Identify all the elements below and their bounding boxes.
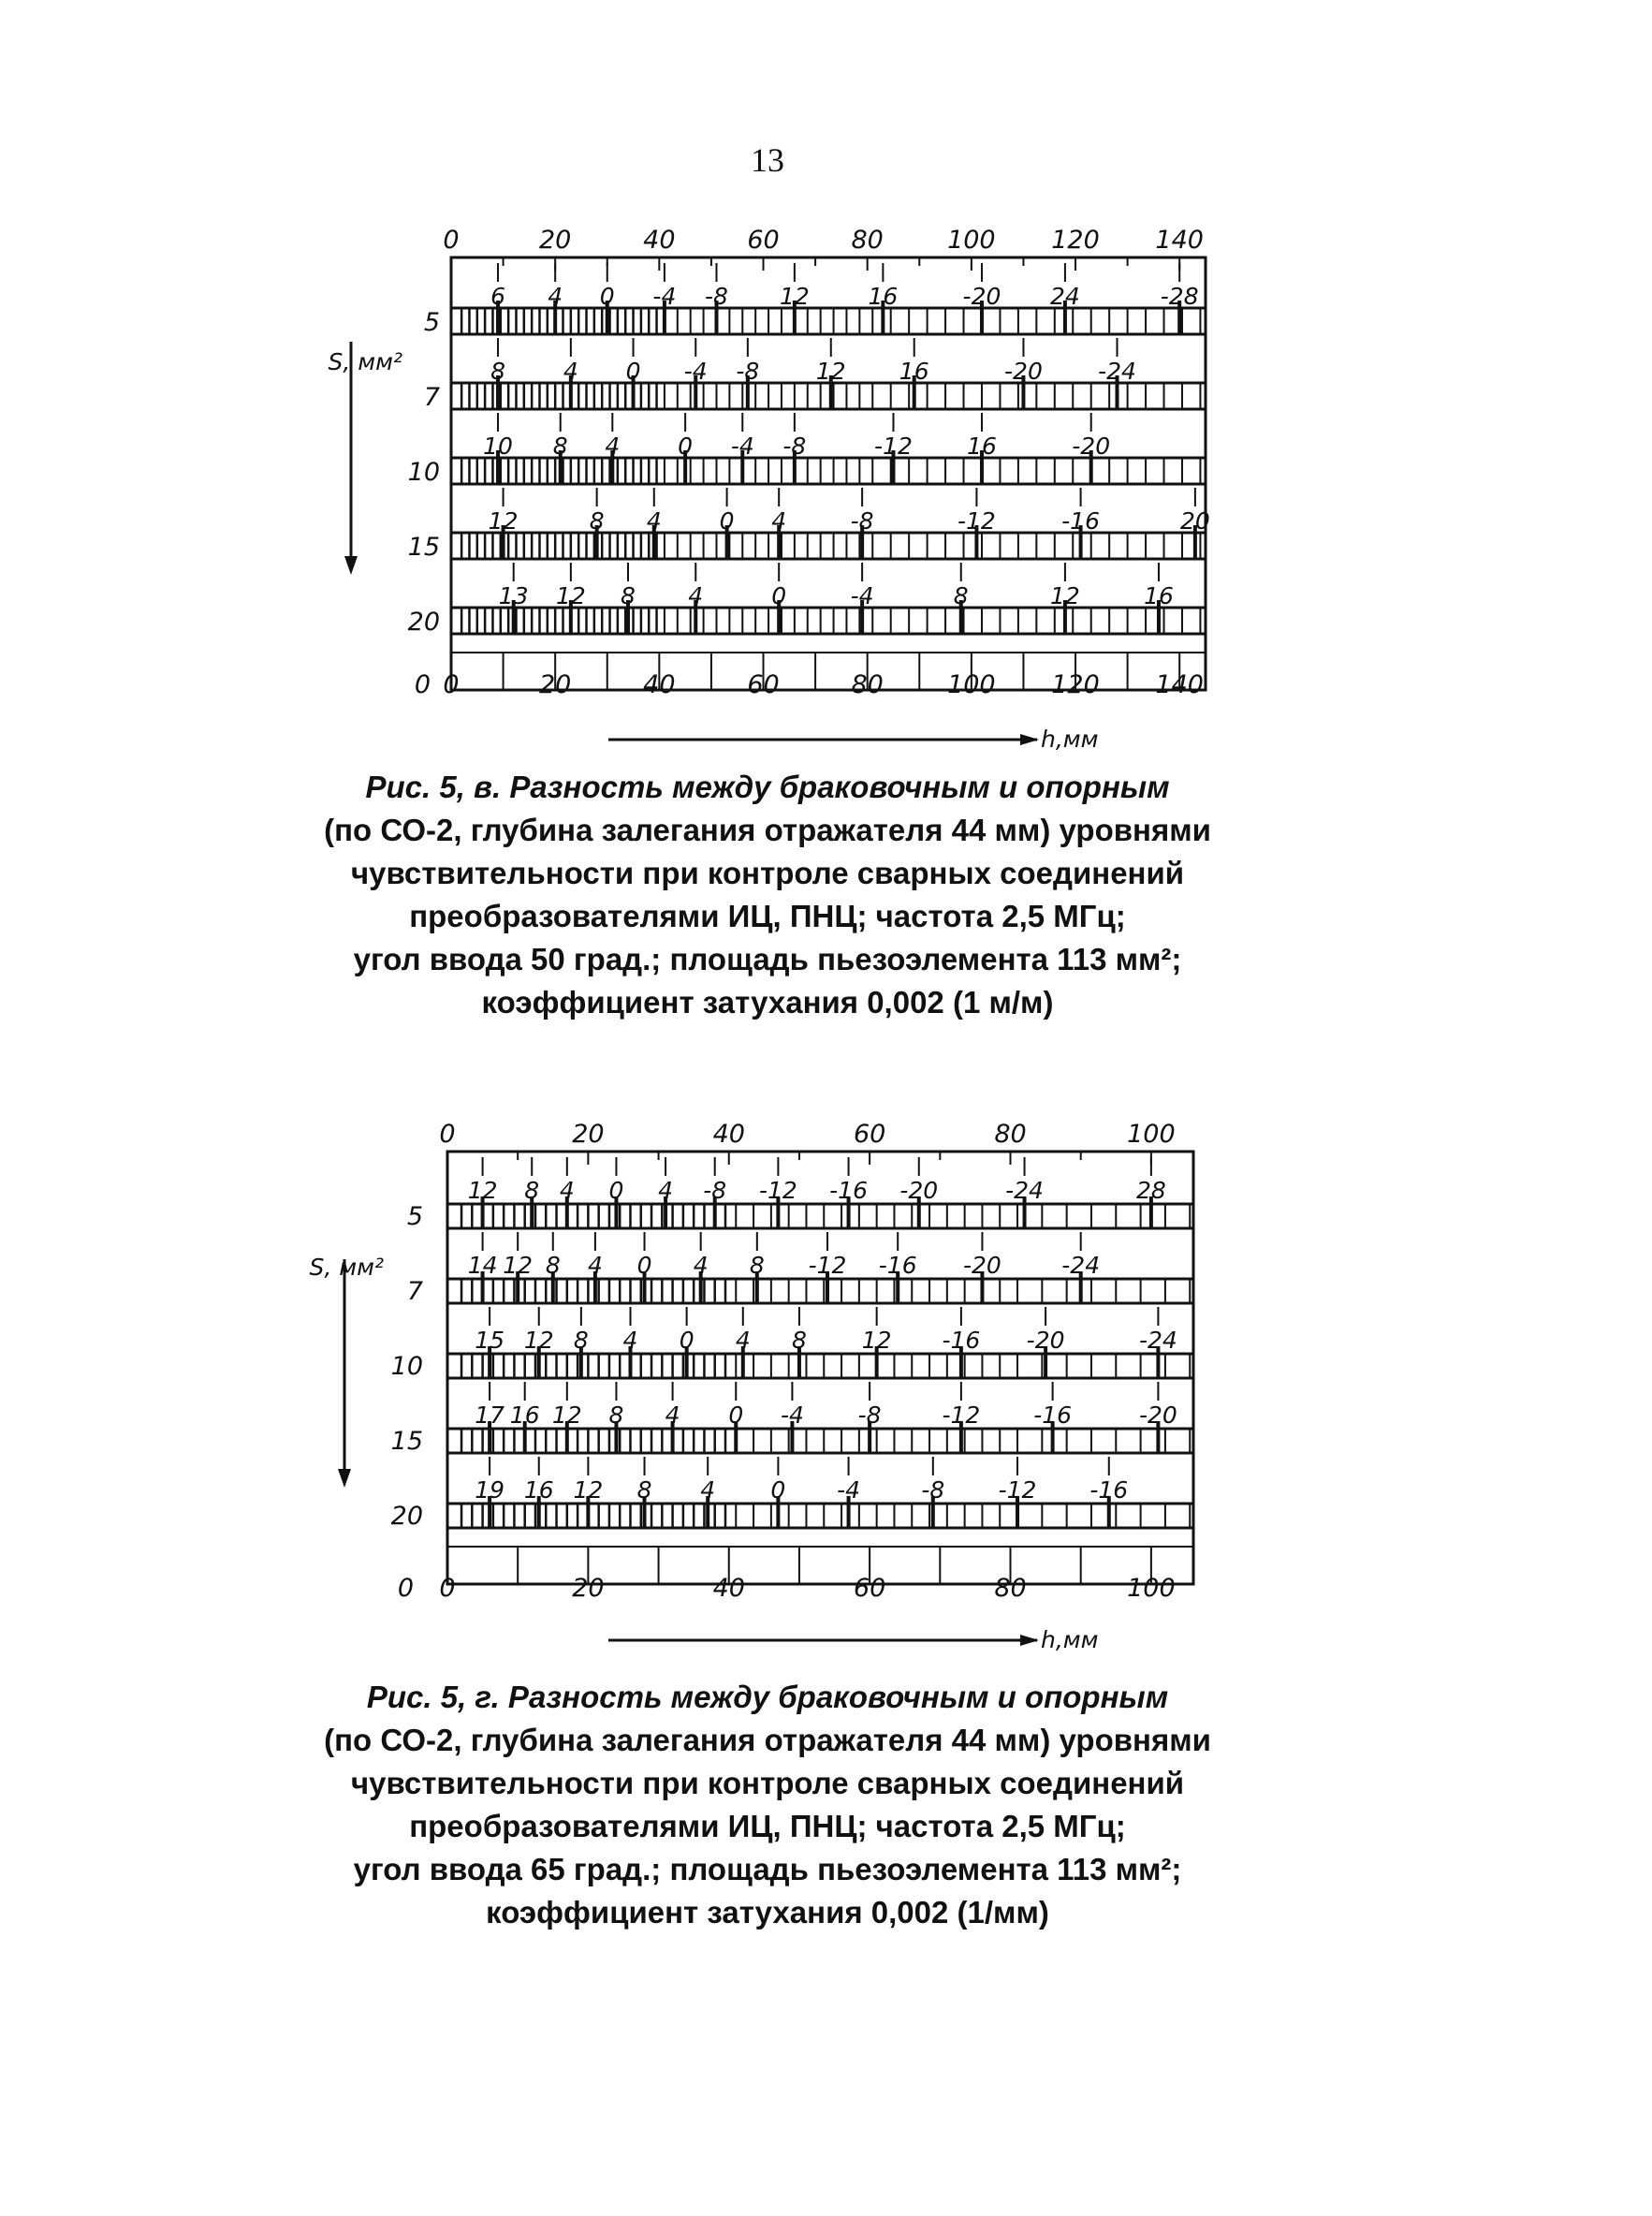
- bottom-axis-tick-label: 40: [712, 1574, 745, 1603]
- scale-value-label: 8: [636, 1476, 652, 1504]
- nomogram-frame: [447, 1152, 1193, 1584]
- scale-value-label: 0: [770, 1476, 786, 1504]
- scale-value-label: 16: [1144, 582, 1174, 609]
- scale-band: [451, 308, 1206, 334]
- scale-value-label: 0: [719, 507, 735, 535]
- nomogram-5g-svg: [0, 1109, 1652, 1652]
- y-axis-arrow-head: [338, 1469, 351, 1488]
- caption-line: коэффициент затухания 0,002 (1 м/м): [481, 985, 1054, 1020]
- scale-value-label: 13: [498, 582, 529, 609]
- scale-value-label: -4: [652, 283, 677, 310]
- caption-line: угол ввода 50 град.; площадь пьезоэлемента 113 мм²;: [353, 942, 1182, 976]
- scale-value-label: -24: [1098, 358, 1136, 385]
- scale-value-label: 12: [467, 1177, 498, 1204]
- scale-value-label: -20: [899, 1177, 939, 1204]
- y-axis-tick-label: 20: [407, 608, 440, 637]
- y-axis-arrow-head: [344, 556, 358, 575]
- caption-line: коэффициент затухания 0,002 (1/мм): [486, 1895, 1049, 1930]
- y-axis-label: S, мм²: [328, 348, 402, 375]
- scale-value-label: -12: [758, 1177, 797, 1204]
- scale-value-label: -16: [829, 1177, 868, 1204]
- h-axis-unit-label: h,мм: [1041, 726, 1099, 753]
- scale-value-label: -20: [1004, 358, 1043, 385]
- scale-value-label: 24: [1050, 283, 1080, 310]
- y-axis-tick-label: 20: [390, 1502, 423, 1531]
- bottom-axis-tick-label: 20: [538, 670, 572, 699]
- nomogram-fig-5g: [0, 1109, 1652, 1652]
- scale-value-label: 28: [1135, 1177, 1166, 1204]
- scale-value-label: 4: [700, 1476, 716, 1504]
- scale-value-label: 8: [791, 1327, 807, 1354]
- top-axis-tick-label: 20: [572, 1120, 605, 1149]
- scale-value-label: 4: [559, 1177, 575, 1204]
- scale-value-label: 8: [552, 433, 568, 460]
- scale-value-label: 12: [555, 582, 586, 609]
- scale-value-label: -12: [957, 507, 996, 535]
- scale-band: [451, 383, 1206, 409]
- scale-value-label: -16: [1089, 1476, 1129, 1504]
- scale-value-label: 4: [693, 1252, 709, 1279]
- scale-value-label: 17: [475, 1402, 505, 1429]
- scale-value-label: 0: [728, 1402, 744, 1429]
- scale-value-label: 16: [523, 1476, 554, 1504]
- caption-fig-5v: [0, 766, 1535, 1024]
- y-axis-tick-label: 15: [390, 1427, 423, 1456]
- nomogram-fig-5v: [0, 201, 1652, 754]
- top-axis-tick-label: 20: [538, 226, 572, 255]
- scale-value-label: 16: [899, 358, 929, 385]
- scale-value-label: -8: [703, 1177, 727, 1204]
- scale-value-label: -4: [850, 582, 874, 609]
- y-axis-tick-label: 7: [406, 1277, 423, 1306]
- scale-value-label: 0: [636, 1252, 652, 1279]
- scale-value-label: -16: [942, 1327, 981, 1354]
- scale-band: [447, 1504, 1193, 1528]
- scale-value-label: -8: [705, 283, 728, 310]
- scale-value-label: -20: [1072, 433, 1111, 460]
- y-axis-tick-label: 15: [407, 533, 440, 562]
- h-axis-arrow-head: [1020, 734, 1039, 745]
- bottom-zero-label: 0: [414, 670, 431, 699]
- scale-value-label: 16: [967, 433, 997, 460]
- top-axis-tick-label: 60: [747, 226, 780, 255]
- nomogram-5v-svg: [0, 201, 1652, 754]
- scale-value-label: 8: [524, 1177, 540, 1204]
- scale-value-label: 4: [548, 283, 563, 310]
- scale-value-label: 20: [1179, 507, 1210, 535]
- scale-value-label: -12: [874, 433, 913, 460]
- scale-value-label: -20: [1026, 1327, 1065, 1354]
- scale-value-label: -8: [850, 507, 874, 535]
- scale-value-label: -28: [1160, 283, 1199, 310]
- y-axis-label: S, мм²: [309, 1254, 384, 1281]
- y-axis-tick-label: 5: [423, 308, 440, 337]
- scale-value-label: 4: [605, 433, 621, 460]
- y-axis-tick-label: 7: [423, 383, 440, 412]
- scale-value-label: 4: [646, 507, 662, 535]
- scale-value-label: 8: [589, 507, 605, 535]
- scale-value-label: 0: [599, 283, 615, 310]
- caption-line: чувствительности при контроле сварных соединений: [350, 1766, 1185, 1800]
- bottom-zero-label: 0: [397, 1574, 414, 1603]
- scale-value-label: 12: [779, 283, 810, 310]
- caption-line: Рис. 5, г. Разность между браковочным и опорным: [366, 1680, 1169, 1714]
- scale-value-label: -12: [808, 1252, 847, 1279]
- caption-line: Рис. 5, в. Разность между браковочным и опорным: [365, 770, 1170, 804]
- caption-line: преобразователями ИЦ, ПНЦ; частота 2,5 МГц;: [409, 1809, 1126, 1843]
- scale-value-label: -24: [1061, 1252, 1101, 1279]
- top-axis-tick-label: 80: [994, 1120, 1027, 1149]
- top-axis-tick-label: 100: [947, 226, 996, 255]
- scale-value-label: 16: [868, 283, 899, 310]
- scale-value-label: -24: [1138, 1327, 1177, 1354]
- scale-value-label: -4: [683, 358, 708, 385]
- top-axis-tick-label: 0: [443, 226, 460, 255]
- scale-value-label: 8: [608, 1402, 624, 1429]
- scale-value-label: -16: [1033, 1402, 1073, 1429]
- scale-value-label: 8: [749, 1252, 765, 1279]
- scale-value-label: 0: [771, 582, 787, 609]
- scale-value-label: 8: [545, 1252, 561, 1279]
- bottom-axis-tick-label: 140: [1155, 670, 1204, 699]
- caption-line: чувствительности при контроле сварных соединений: [350, 856, 1185, 890]
- scale-value-label: -8: [921, 1476, 945, 1504]
- scale-value-label: 0: [608, 1177, 624, 1204]
- bottom-axis-tick-label: 80: [851, 670, 884, 699]
- page-number: 13: [751, 141, 784, 179]
- scale-value-label: -24: [1005, 1177, 1044, 1204]
- bottom-axis-tick-label: 60: [747, 670, 780, 699]
- bottom-axis-tick-label: 80: [994, 1574, 1027, 1603]
- scale-value-label: -4: [780, 1402, 804, 1429]
- scale-value-label: 12: [523, 1327, 554, 1354]
- bottom-axis-tick-label: 100: [947, 670, 996, 699]
- top-axis-tick-label: 140: [1155, 226, 1204, 255]
- scale-value-label: 8: [490, 358, 505, 385]
- scale-value-label: 16: [509, 1402, 540, 1429]
- top-axis-tick-label: 60: [853, 1120, 886, 1149]
- y-axis-tick-label: 10: [390, 1352, 423, 1381]
- scale-value-label: 8: [953, 582, 969, 609]
- scale-value-label: 4: [658, 1177, 674, 1204]
- scale-band: [447, 1204, 1193, 1228]
- scale-value-label: 4: [622, 1327, 638, 1354]
- bottom-axis-tick-label: 60: [853, 1574, 886, 1603]
- scale-value-label: 15: [475, 1327, 505, 1354]
- scale-value-label: 0: [679, 1327, 694, 1354]
- scale-value-label: 4: [665, 1402, 680, 1429]
- caption-fig-5g: [0, 1676, 1535, 1934]
- scale-value-label: 4: [771, 507, 787, 535]
- scale-value-label: -12: [998, 1476, 1037, 1504]
- bottom-axis-tick-label: 100: [1127, 1574, 1176, 1603]
- scale-value-label: 8: [573, 1327, 589, 1354]
- scale-value-label: 4: [735, 1327, 751, 1354]
- top-axis-tick-label: 120: [1051, 226, 1100, 255]
- caption-line: (по СО-2, глубина залегания отражателя 44 мм) уровнями: [324, 1723, 1211, 1757]
- caption-line: преобразователями ИЦ, ПНЦ; частота 2,5 МГц;: [409, 899, 1126, 933]
- scale-value-label: -20: [962, 283, 1001, 310]
- scale-value-label: -20: [1138, 1402, 1177, 1429]
- scale-value-label: -4: [730, 433, 754, 460]
- y-axis-tick-label: 5: [406, 1202, 423, 1231]
- bottom-axis-tick-label: 120: [1051, 670, 1100, 699]
- bottom-axis-tick-label: 0: [439, 1574, 456, 1603]
- scale-value-label: -8: [782, 433, 807, 460]
- scale-value-label: 8: [621, 582, 636, 609]
- scale-value-label: 10: [483, 433, 513, 460]
- top-axis-tick-label: 40: [643, 226, 676, 255]
- scale-value-label: 4: [563, 358, 578, 385]
- scale-value-label: 0: [625, 358, 641, 385]
- scale-band: [451, 533, 1206, 559]
- scale-value-label: -8: [857, 1402, 882, 1429]
- scale-value-label: 12: [551, 1402, 582, 1429]
- scale-value-label: 12: [488, 507, 519, 535]
- scale-value-label: -4: [837, 1476, 861, 1504]
- scale-value-label: 12: [815, 358, 846, 385]
- scale-value-label: -8: [736, 358, 760, 385]
- scale-band: [451, 608, 1206, 634]
- bottom-axis-tick-label: 0: [443, 670, 460, 699]
- scale-value-label: 6: [490, 283, 505, 310]
- scale-value-label: 12: [861, 1327, 892, 1354]
- scale-value-label: 12: [573, 1476, 604, 1504]
- scale-band: [447, 1429, 1193, 1453]
- scale-value-label: -20: [963, 1252, 1001, 1279]
- h-axis-arrow-head: [1020, 1635, 1039, 1646]
- scale-value-label: 12: [503, 1252, 534, 1279]
- caption-line: (по СО-2, глубина залегания отражателя 44 мм) уровнями: [324, 813, 1211, 847]
- scale-value-label: 12: [1050, 582, 1080, 609]
- top-axis-tick-label: 40: [712, 1120, 745, 1149]
- top-axis-tick-label: 0: [439, 1120, 456, 1149]
- caption-line: угол ввода 65 град.; площадь пьезоэлемента 113 мм²;: [353, 1852, 1182, 1886]
- scale-value-label: -12: [942, 1402, 981, 1429]
- h-axis-unit-label: h,мм: [1041, 1626, 1099, 1652]
- scale-value-label: -16: [1061, 507, 1101, 535]
- scale-band: [447, 1354, 1193, 1378]
- y-axis-tick-label: 10: [407, 458, 440, 487]
- bottom-axis-tick-label: 20: [572, 1574, 605, 1603]
- bottom-axis-tick-label: 40: [643, 670, 676, 699]
- scale-value-label: 0: [678, 433, 694, 460]
- scale-value-label: 19: [475, 1476, 505, 1504]
- scale-value-label: 14: [467, 1252, 498, 1279]
- top-axis-tick-label: 100: [1127, 1120, 1176, 1149]
- scale-value-label: 4: [688, 582, 704, 609]
- scale-value-label: -16: [878, 1252, 917, 1279]
- scale-value-label: 4: [587, 1252, 603, 1279]
- top-axis-tick-label: 80: [851, 226, 884, 255]
